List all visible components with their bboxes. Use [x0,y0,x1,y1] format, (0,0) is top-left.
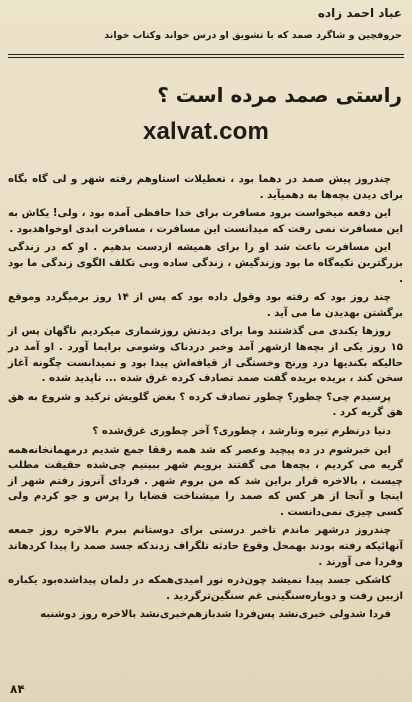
author-name: عباد احمد زاده [317,6,402,20]
page-number: ۸۴ [10,682,25,696]
paragraph: فردا شدولی خبری‌نشد پس‌فردا شدبازهم‌خبری‌نشد بالاخره روز دوشنبه [40,609,391,621]
header-divider-double [8,57,404,58]
paragraph: دنیا درنظرم تیره وتارشد ، چطوری؟ آخر چطوری غرق‌شده ؟ [92,425,391,437]
paragraph: این دفعه میخواست برود مسافرت برای خدا حافظی آمده بود ، ولی! یکاش به این مسافرت نمی رفت که میدانست این مسافرت ، مسافرت ابدی اوخواهدبود . [8,208,403,235]
paragraph: چندروز پیش صمد در دهما بود ، تعطیلات استاوهم رفته شهر و لی گاه بگاه برای دیدن بچه‌ها به دهمیآید . [8,174,403,201]
paragraph: پرسیدم چی؟ چطور؟ چطور تصادف کرده ؟ بغض گلویش ترکید و شروع به هق هق گریه کرد . [8,391,403,419]
article-body [8,172,403,626]
article-title: راستی صمد مرده است ؟ [157,83,402,107]
paragraph: این مسافرت باعث شد او را برای همیشه ازدست بدهیم . او که در زندگی بزرگترین تکیه‌گاه ما بود وزندگیش ، زندگی ساده وبی تکلف الگوی زندگی ما بود . [8,242,403,285]
watermark-text: xalvat.com [142,118,270,145]
paragraph: روزها یکندی می گذشتند وما برای دیدنش روزشماری میکردیم ناگهان پس از ۱۵ روز یکی از بچه‌ها ازشهر آمد وخبر دردناک وشومی برایما آورد . او آمد در حالیکه بکندیها درد ورنج وخستگی از قیافه‌اش پیدا بود و نمیدانست چگونه آغاز سخن کند ، بریده بریده گفت صمد تصادف کرده غرق شده ... ناپدید شده . [8,326,403,385]
header-divider [8,54,404,55]
paragraph: چندروز درشهر ماندم تاخبر درستی برای دوستانم ببرم بالاخره روز جمعه آنهائیکه رفته بودند بهمحل وقوع حادثه تلگراف زدندکه جسد صمد را پیدا کردهاند وفردا می آورند . [8,525,403,568]
paragraph: چند روز بود که رفته بود وقول داده بود که پس از ۱۴ روز برمیگردد وموقع برگشتن بهدیدن ما می آید . [8,292,403,319]
paragraph: کاشکی جسد پیدا نمیشد چون‌ذره نور امیدی‌همکه در دلمان پیداشده‌بود یکباره ازبین رفت و دوباره‌سنگینی غم سنگین‌ترگردید . [8,575,403,602]
paragraph: این خبرشوم در ده پیچید وعصر که شد همه رفقا جمع شدیم درمهمانخانه‌همه گریه می کردیم ، بچه‌ها می گفتند برویم شهر ببینیم چی‌شده حقیقت مطلب چیست ، بالاخره قرار براین شد که من بروم شهر . فردای آنروز رفتم شهر از اینجا و آنجا از هر کس که صمد را میشناخت قضایا را پرس و جو کردم ولی کسی چیزی نمی‌دانست . [8,444,403,518]
author-subtitle: حروفچین و شاگرد صمد که با تشویق او درس خواند وکتاب خواند [104,30,402,41]
